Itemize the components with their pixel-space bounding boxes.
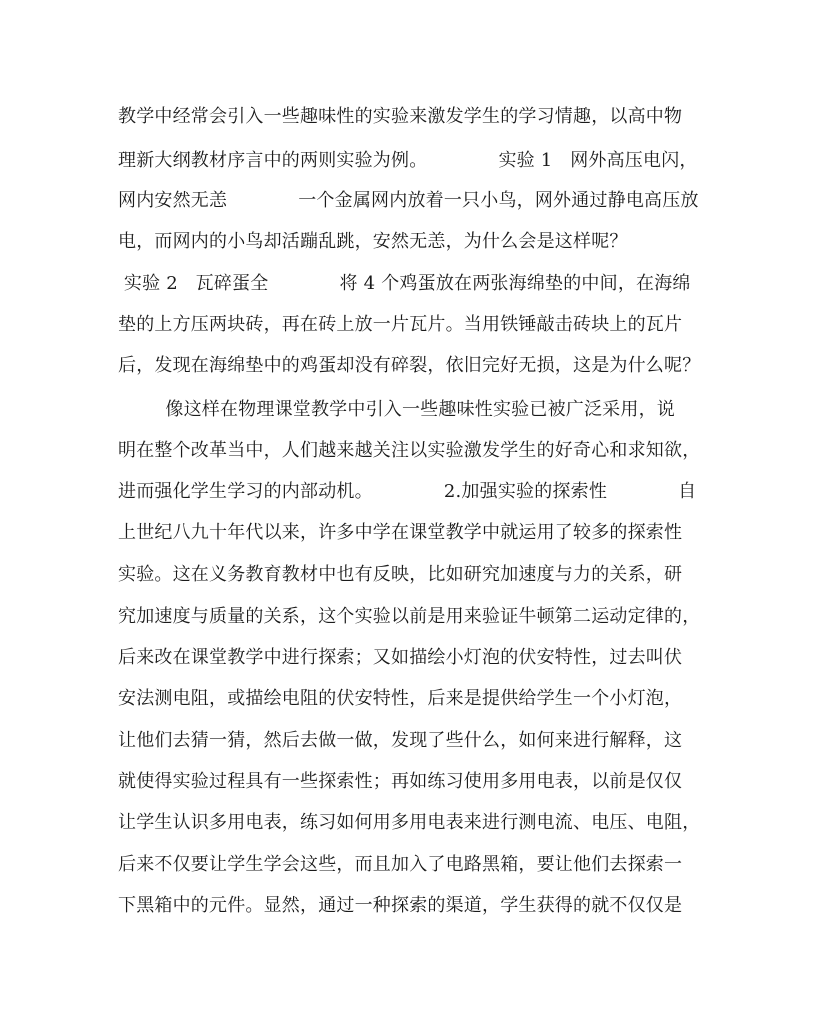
text-line: 像这样在物理课堂教学中引入一些趣味性实验已被广泛采用，说 [118,399,675,420]
text-line: 电，而网内的小鸟却活蹦乱跳，安然无恙，为什么会是这样呢？ [118,231,628,252]
text-line: 后，发现在海绵垫中的鸡蛋却没有碎裂，依旧完好无损，这是为什么呢？ [118,355,701,376]
text-line: 进而强化学生学习的内部动机。 2.加强实验的探索性 自 [118,481,697,502]
text-line: 让他们去猜一猜，然后去做一做，发现了些什么，如何来进行解释，这 [118,730,683,751]
text-line: 明在整个改革当中，人们越来越关注以实验激发学生的好奇心和求知欲， [118,440,701,461]
text-line: 网内安然无恙 一个金属网内放着一只小鸟，网外通过静电高压放 [118,190,699,211]
text-line: 让学生认识多用电表，练习如何用多用电表来进行测电流、电压、电阻， [118,812,701,833]
text-line: 就使得实验过程具有一些探索性；再如练习使用多用电表，以前是仅仅 [118,771,683,792]
text-line: 后来不仅要让学生学会这些，而且加入了电路黑箱，要让他们去探索一 [118,854,683,875]
text-line: 教学中经常会引入一些趣味性的实验来激发学生的学习情趣，以高中物 [118,106,683,127]
text-line: 垫的上方压两块砖，再在砖上放一片瓦片。当用铁锤敲击砖块上的瓦片 [118,314,683,335]
text-line: 究加速度与质量的关系，这个实验以前是用来验证牛顿第二运动定律的， [118,606,701,627]
text-line: 实验 2 瓦碎蛋全 将 4 个鸡蛋放在两张海绵垫的中间，在海绵 [118,273,691,294]
text-line: 下黑箱中的元件。显然，通过一种探索的渠道，学生获得的就不仅仅是 [118,895,683,916]
text-line: 实验。这在义务教育教材中也有反映，比如研究加速度与力的关系，研 [118,564,683,585]
text-line: 后来改在课堂教学中进行探索；又如描绘小灯泡的伏安特性，过去叫伏 [118,647,683,668]
text-line: 理新大纲教材序言中的两则实验为例。 实验 1 网外高压电闪， [118,150,698,171]
text-line: 安法测电阻，或描绘电阻的伏安特性，后来是提供给学生一个小灯泡， [118,688,683,709]
text-line: 上世纪八九十年代以来，许多中学在课堂教学中就运用了较多的探索性 [118,522,683,543]
